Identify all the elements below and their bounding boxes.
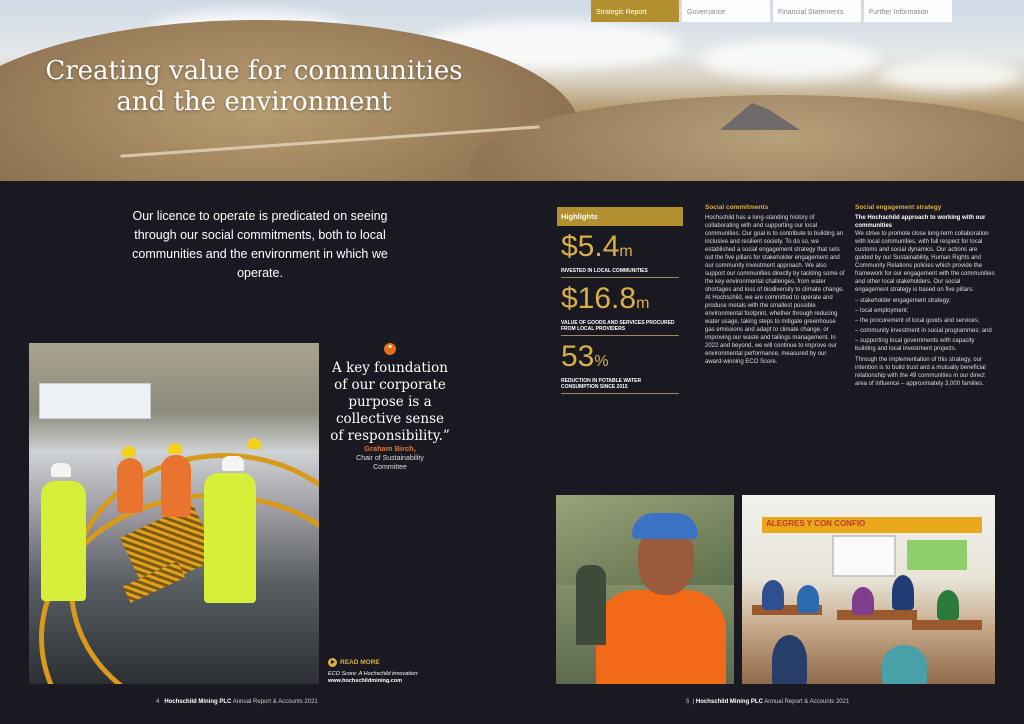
- tab-further-information[interactable]: Further Information: [864, 0, 952, 22]
- classroom-banner-text: ALEGRES Y CON CONFIO: [766, 519, 866, 528]
- hero-banner: [0, 0, 1024, 181]
- list-item: – supporting local governments with capacity building and local investment projects.: [855, 337, 995, 353]
- highlight-label: VALUE OF GOODS AND SERVICES PROCURED FROM LOCAL PROVIDERS: [561, 320, 675, 332]
- highlights-heading: Highlights: [557, 207, 683, 226]
- list-item: – community investment in social programmes; and: [855, 327, 995, 335]
- workers-photo: [29, 343, 319, 684]
- social-engagement-heading: Social engagement strategy: [855, 204, 942, 211]
- highlight-item: [561, 231, 679, 278]
- footer-company: Hochschild Mining PLC: [695, 699, 763, 705]
- website-link[interactable]: www.hochschildmining.com: [328, 678, 403, 684]
- page-number: 5: [686, 699, 690, 705]
- quote-author: Graham Birch,: [364, 444, 416, 453]
- pull-quote: A key foundation of our corporate purpose is a collective sense of responsibility.”: [330, 360, 450, 444]
- list-item: – stakeholder engagement strategy;: [855, 297, 995, 305]
- arrow-right-icon: [328, 658, 337, 667]
- quote-icon: ❝: [384, 343, 396, 355]
- social-commitments-heading: Social commitments: [705, 204, 769, 211]
- highlight-unit: m: [636, 295, 650, 312]
- list-item: – the procurement of local goods and services;: [855, 317, 995, 325]
- social-engagement-body: We strive to promote close long-term collaboration with local communities, with full respect for local customs and social dynamics. Our actions are guided by our Sustainability, Human Rights and Community Relations policies which provide the framework for our engagement with the communities and other local stakeholders. Our social engagement strategy is based on five pillars:: [855, 231, 995, 293]
- highlight-value: 53: [561, 340, 595, 373]
- tab-financial-statements[interactable]: Financial Statements: [773, 0, 861, 22]
- highlights-panel: [557, 207, 683, 422]
- footer-left: [156, 699, 318, 705]
- section-nav: [591, 0, 955, 22]
- list-item: – local employment;: [855, 307, 995, 315]
- tab-strategic-report[interactable]: Strategic Report: [591, 0, 679, 22]
- highlight-unit: %: [594, 353, 609, 370]
- classroom-photo: [742, 495, 995, 684]
- footer-report: Annual Report & Accounts 2021: [232, 699, 318, 705]
- highlight-value: $16.8: [561, 282, 637, 315]
- social-engagement-column: [855, 204, 995, 388]
- highlight-unit: m: [619, 243, 633, 260]
- tab-governance[interactable]: Governance: [682, 0, 770, 22]
- read-more-ref: ECO Score: A Hochschild innovation:: [328, 671, 419, 677]
- social-engagement-subheading: The Hochschild approach to working with our communities: [855, 215, 986, 229]
- highlight-label: INVESTED IN LOCAL COMMUNITIES: [561, 268, 648, 274]
- footer-right: 5 | Hochschild Mining PLC Annual Report & Accounts 2021: [686, 699, 850, 705]
- lead-paragraph: Our licence to operate is predicated on seeing through our social commitments, both to local communities and the environment in which we operate.: [132, 209, 388, 280]
- highlight-label: REDUCTION IN POTABLE WATER CONSUMPTION SINCE 2015: [561, 378, 642, 390]
- read-more-label: READ MORE: [340, 659, 380, 666]
- highlight-item: [561, 341, 679, 394]
- read-more-link[interactable]: [328, 658, 380, 667]
- highlight-value: $5.4: [561, 230, 620, 263]
- footer-company: Hochschild Mining PLC: [164, 699, 232, 705]
- community-member-photo: [556, 495, 734, 684]
- social-commitments-body: Hochschild has a long-standing history of collaborating with and supporting our local communities. Our goal is to contribute to building an inclusive and resilient society. To do so, we established a social engagement strategy that sets out the five pillars for stakeholder engagement and our community investment approach. We also support our communities directly by tackling some of the key environmental challenges, from water shortages and loss of biodiversity to climate change. At Hochschild, we are committed to operate and produce metals with the smallest possible environmental footprint, whether through reducing water usage, taking steps to mitigate greenhouse gas emissions and adapt to climate change, or improving our waste and tailings management. In 2022 and beyond, we will continue to improve our environmental performance, measured by our award-winning ECO Score.: [705, 215, 845, 365]
- quote-author-role: Chair of Sustainability Committee: [356, 455, 424, 471]
- page-number: 4: [156, 699, 160, 705]
- pillars-list: [855, 297, 995, 353]
- highlight-item: [561, 283, 679, 336]
- page-title: Creating value for communities and the environment: [45, 56, 463, 117]
- social-engagement-closing: Through the implementation of this strategy, our intention is to build trust and a mutually beneficial relationship with the 49 communities in our direct area of influence – approximately 3,000 families.: [855, 357, 986, 387]
- footer-report: Annual Report & Accounts 2021: [764, 699, 850, 705]
- social-commitments-column: [705, 204, 845, 366]
